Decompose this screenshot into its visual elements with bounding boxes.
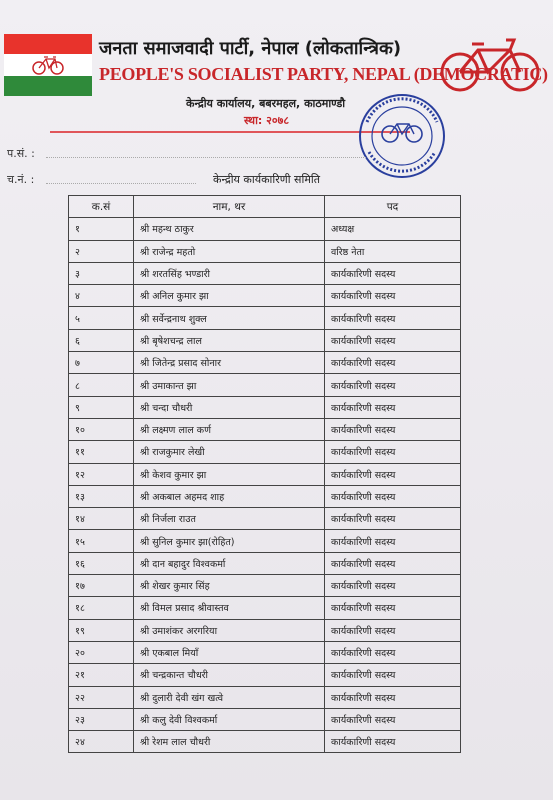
cell-position: कार्यकारिणी सदस्य (325, 374, 461, 396)
cell-name: श्री अकबाल अहमद शाह (134, 485, 325, 507)
cell-position: कार्यकारिणी सदस्य (325, 418, 461, 440)
cell-serial: ११ (69, 441, 134, 463)
cell-position: कार्यकारिणी सदस्य (325, 686, 461, 708)
bicycle-icon (31, 55, 65, 75)
cell-position: कार्यकारिणी सदस्य (325, 352, 461, 374)
cell-name: श्री महन्थ ठाकुर (134, 218, 325, 240)
cell-name: श्री उमाशंकर अरगरिया (134, 619, 325, 641)
cell-serial: १७ (69, 575, 134, 597)
cell-position: कार्यकारिणी सदस्य (325, 307, 461, 329)
col-header-name: नाम, थर (134, 196, 325, 218)
cell-serial: ८ (69, 374, 134, 396)
table-row (69, 686, 461, 708)
party-name-english: PEOPLE'S SOCIALIST PARTY, NEPAL (DEMOCRATIC) (99, 64, 548, 84)
cell-serial: २३ (69, 708, 134, 730)
cell-serial: १४ (69, 508, 134, 530)
table-row (69, 731, 461, 753)
cell-position: कार्यकारिणी सदस्य (325, 285, 461, 307)
table-row (69, 530, 461, 552)
cell-name: श्री राजेन्द्र महतो (134, 240, 325, 262)
cell-position: कार्यकारिणी सदस्य (325, 329, 461, 351)
cell-serial: १० (69, 418, 134, 440)
cell-position: कार्यकारिणी सदस्य (325, 619, 461, 641)
col-header-serial: क.सं (69, 196, 134, 218)
cell-serial: २४ (69, 731, 134, 753)
cell-position: कार्यकारिणी सदस्य (325, 463, 461, 485)
table-row (69, 374, 461, 396)
cell-serial: ४ (69, 285, 134, 307)
cell-name: श्री रेशम लाल चौधरी (134, 731, 325, 753)
cell-position: कार्यकारिणी सदस्य (325, 731, 461, 753)
cell-serial: २० (69, 641, 134, 663)
cell-serial: १५ (69, 530, 134, 552)
cell-name: श्री सर्वेन्द्रनाथ शुक्ल (134, 307, 325, 329)
cell-position: कार्यकारिणी सदस्य (325, 708, 461, 730)
cell-serial: ७ (69, 352, 134, 374)
cell-serial: १ (69, 218, 134, 240)
dispatch-number-label: च.नं. : (7, 173, 35, 186)
cell-name: श्री बृषेशचन्द्र लाल (134, 329, 325, 351)
cell-name: श्री राजकुमार लेखी (134, 441, 325, 463)
cell-serial: १३ (69, 485, 134, 507)
table-row (69, 218, 461, 240)
header-divider (50, 131, 410, 133)
letter-number-label: प.सं. : (7, 147, 35, 160)
table-row (69, 485, 461, 507)
cell-position: कार्यकारिणी सदस्य (325, 641, 461, 663)
table-row (69, 285, 461, 307)
cell-serial: ३ (69, 262, 134, 284)
cell-position: कार्यकारिणी सदस्य (325, 485, 461, 507)
cell-name: श्री उमाकान्त झा (134, 374, 325, 396)
cell-name: श्री चन्दा चौधरी (134, 396, 325, 418)
cell-position: कार्यकारिणी सदस्य (325, 597, 461, 619)
cell-position: अध्यक्ष (325, 218, 461, 240)
table-row (69, 329, 461, 351)
table-row (69, 463, 461, 485)
table-row (69, 352, 461, 374)
cell-serial: २१ (69, 664, 134, 686)
cell-name: श्री दान बहादुर विश्वकर्मा (134, 552, 325, 574)
cell-name: श्री एकबाल मियाँ (134, 641, 325, 663)
table-header-row (69, 196, 461, 218)
cell-name: श्री निर्जला राउत (134, 508, 325, 530)
table-row (69, 708, 461, 730)
cell-position: कार्यकारिणी सदस्य (325, 664, 461, 686)
table-row (69, 441, 461, 463)
cell-position: कार्यकारिणी सदस्य (325, 441, 461, 463)
cell-position: कार्यकारिणी सदस्य (325, 530, 461, 552)
cell-name: श्री चन्द्रकान्त चौधरी (134, 664, 325, 686)
table-row (69, 619, 461, 641)
party-flag (4, 34, 92, 96)
cell-name: श्री लक्ष्मण लाल कर्ण (134, 418, 325, 440)
cell-name: श्री दुलारी देवी खंग खत्वे (134, 686, 325, 708)
cell-serial: १२ (69, 463, 134, 485)
cell-serial: ५ (69, 307, 134, 329)
col-header-position: पद (325, 196, 461, 218)
cell-serial: ६ (69, 329, 134, 351)
cell-serial: १८ (69, 597, 134, 619)
cell-name: श्री जितेन्द्र प्रसाद सोनार (134, 352, 325, 374)
cell-name: श्री अनिल कुमार झा (134, 285, 325, 307)
table-row (69, 552, 461, 574)
cell-name: श्री शरतसिंह भण्डारी (134, 262, 325, 284)
cell-serial: ९ (69, 396, 134, 418)
table-row (69, 418, 461, 440)
cell-serial: २२ (69, 686, 134, 708)
table-row (69, 641, 461, 663)
table-row (69, 597, 461, 619)
cell-position: कार्यकारिणी सदस्य (325, 575, 461, 597)
cell-name: श्री शेखर कुमार सिंह (134, 575, 325, 597)
cell-serial: २ (69, 240, 134, 262)
committee-table (68, 195, 461, 753)
cell-position: कार्यकारिणी सदस्य (325, 262, 461, 284)
cell-position: कार्यकारिणी सदस्य (325, 552, 461, 574)
table-row (69, 664, 461, 686)
letter-number-line (46, 157, 366, 159)
cell-position: वरिष्ठ नेता (325, 240, 461, 262)
cell-name: श्री केशव कुमार झा (134, 463, 325, 485)
cell-name: श्री सुनिल कुमार झा(रोहित) (134, 530, 325, 552)
bicycle-logo-icon (438, 36, 542, 94)
official-seal-stamp (357, 92, 447, 180)
table-row (69, 307, 461, 329)
table-row (69, 262, 461, 284)
cell-serial: १६ (69, 552, 134, 574)
cell-position: कार्यकारिणी सदस्य (325, 396, 461, 418)
office-address: केन्द्रीय कार्यालय, बबरमहल, काठमाण्डौ (186, 97, 346, 110)
dispatch-number-line (46, 183, 196, 185)
table-row (69, 396, 461, 418)
document-title: केन्द्रीय कार्यकारिणी समिति (213, 173, 321, 186)
table-row (69, 240, 461, 262)
cell-serial: १९ (69, 619, 134, 641)
party-name-nepali: जनता समाजवादी पार्टी, नेपाल (लोकतान्त्रिक) (99, 38, 402, 59)
cell-position: कार्यकारिणी सदस्य (325, 508, 461, 530)
table-row (69, 575, 461, 597)
established-year: स्था: २०७८ (244, 114, 290, 127)
cell-name: श्री विमल प्रसाद श्रीवास्तव (134, 597, 325, 619)
cell-name: श्री कलु देवी विश्वकर्मा (134, 708, 325, 730)
table-row (69, 508, 461, 530)
